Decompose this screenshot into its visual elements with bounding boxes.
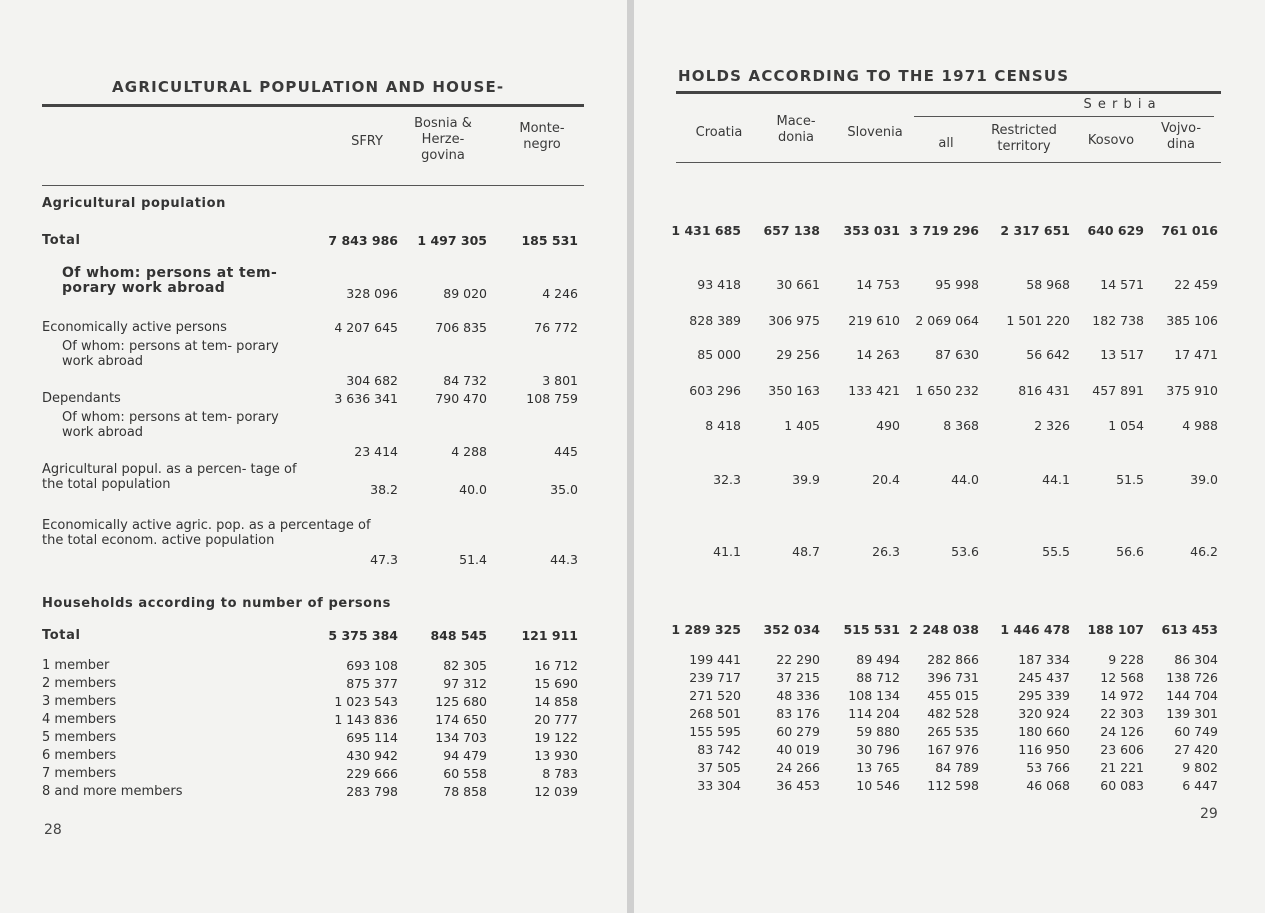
right-row-value: 83 176 xyxy=(776,706,820,721)
right-row-value: 60 279 xyxy=(776,724,820,739)
right-row-value: 144 704 xyxy=(1166,688,1218,703)
right-row-value: 613 453 xyxy=(1161,622,1218,637)
right-row-value: 39.9 xyxy=(792,472,820,487)
col-header-sfry: SFRY xyxy=(351,134,383,149)
left-row-label: Of whom: persons at tem- porary work abroad xyxy=(62,265,278,296)
left-row-label: Economically active persons xyxy=(42,320,227,335)
left-row-value: 82 305 xyxy=(443,658,487,673)
left-row-value: 430 942 xyxy=(346,748,398,763)
right-row-value: 816 431 xyxy=(1018,383,1070,398)
right-row-value: 84 789 xyxy=(935,760,979,775)
col-header-restricted-territory: Restricted territory xyxy=(991,123,1057,154)
page-number-right: 29 xyxy=(1200,806,1218,822)
right-row-value: 40 019 xyxy=(776,742,820,757)
left-page xyxy=(0,0,627,913)
col-header-kosovo: Kosovo xyxy=(1087,133,1135,148)
serbia-group-rule xyxy=(914,116,1214,117)
right-row-value: 268 501 xyxy=(689,706,741,721)
right-row-value: 320 924 xyxy=(1018,706,1070,721)
left-row-value: 695 114 xyxy=(346,730,398,745)
right-row-value: 55.5 xyxy=(1042,544,1070,559)
left-row-value: 790 470 xyxy=(435,391,487,406)
right-row-value: 9 802 xyxy=(1182,760,1218,775)
right-row-value: 59 880 xyxy=(856,724,900,739)
right-row-value: 219 610 xyxy=(848,313,900,328)
left-row-value: 174 650 xyxy=(435,712,487,727)
right-row-value: 33 304 xyxy=(697,778,741,793)
page-number-left: 28 xyxy=(44,822,62,838)
right-row-value: 39.0 xyxy=(1190,472,1218,487)
right-row-value: 10 546 xyxy=(856,778,900,793)
right-row-value: 86 304 xyxy=(1174,652,1218,667)
right-row-value: 295 339 xyxy=(1018,688,1070,703)
left-row-value: 3 636 341 xyxy=(334,391,398,406)
left-row-value: 121 911 xyxy=(521,628,578,643)
right-row-value: 3 719 296 xyxy=(909,223,979,238)
left-row-value: 283 798 xyxy=(346,784,398,799)
left-row-value: 13 930 xyxy=(534,748,578,763)
right-page-title: HOLDS ACCORDING TO THE 1971 CENSUS xyxy=(678,67,1070,85)
right-row-value: 265 535 xyxy=(927,724,979,739)
right-row-value: 22 290 xyxy=(776,652,820,667)
right-row-value: 13 765 xyxy=(856,760,900,775)
right-row-value: 199 441 xyxy=(689,652,741,667)
col-header-serbia-all: all xyxy=(938,136,954,151)
left-row-value: 16 712 xyxy=(534,658,578,673)
left-row-label: Economically active agric. pop. as a percentage of the total econom. active population xyxy=(42,518,371,548)
left-row-value: 134 703 xyxy=(435,730,487,745)
left-row-value: 84 732 xyxy=(443,373,487,388)
col-header-macedonia: Mace- donia xyxy=(776,114,816,145)
left-row-label: Of whom: persons at tem- porary work abroad xyxy=(62,410,279,440)
right-row-value: 2 069 064 xyxy=(915,313,979,328)
right-row-value: 8 418 xyxy=(705,418,741,433)
right-row-value: 56.6 xyxy=(1116,544,1144,559)
right-row-value: 14 263 xyxy=(856,347,900,362)
left-row-label: 2 members xyxy=(42,676,117,691)
left-row-value: 445 xyxy=(554,444,578,459)
right-row-value: 89 494 xyxy=(856,652,900,667)
section-households: Households according to number of persons xyxy=(42,596,391,611)
right-row-value: 58 968 xyxy=(1026,277,1070,292)
right-row-value: 114 204 xyxy=(848,706,900,721)
right-row-value: 761 016 xyxy=(1161,223,1218,238)
left-row-value: 1 497 305 xyxy=(417,233,487,248)
right-row-value: 88 712 xyxy=(856,670,900,685)
left-row-value: 4 246 xyxy=(542,286,578,301)
left-row-label: Agricultural popul. as a percen- tage of the total population xyxy=(42,462,297,492)
right-row-value: 83 742 xyxy=(697,742,741,757)
right-row-value: 490 xyxy=(876,418,900,433)
right-row-value: 2 326 xyxy=(1034,418,1070,433)
right-row-value: 87 630 xyxy=(935,347,979,362)
right-row-value: 6 447 xyxy=(1182,778,1218,793)
right-row-value: 8 368 xyxy=(943,418,979,433)
left-row-value: 848 545 xyxy=(430,628,487,643)
left-row-label: 6 members xyxy=(42,748,117,763)
left-row-label: Total xyxy=(42,628,81,643)
right-row-value: 1 289 325 xyxy=(671,622,741,637)
right-row-value: 1 446 478 xyxy=(1000,622,1070,637)
right-row-value: 657 138 xyxy=(763,223,820,238)
right-row-value: 53.6 xyxy=(951,544,979,559)
right-row-value: 306 975 xyxy=(768,313,820,328)
right-row-value: 44.1 xyxy=(1042,472,1070,487)
right-row-value: 26.3 xyxy=(872,544,900,559)
right-row-value: 12 568 xyxy=(1100,670,1144,685)
right-row-value: 14 972 xyxy=(1100,688,1144,703)
right-row-value: 182 738 xyxy=(1092,313,1144,328)
right-row-value: 138 726 xyxy=(1166,670,1218,685)
right-row-value: 60 083 xyxy=(1100,778,1144,793)
left-row-value: 229 666 xyxy=(346,766,398,781)
left-row-value: 1 023 543 xyxy=(334,694,398,709)
right-row-value: 2 248 038 xyxy=(909,622,979,637)
right-row-value: 46.2 xyxy=(1190,544,1218,559)
right-row-value: 36 453 xyxy=(776,778,820,793)
header-rule xyxy=(42,185,584,186)
left-row-label: 4 members xyxy=(42,712,117,727)
left-row-value: 44.3 xyxy=(550,552,578,567)
book-gutter xyxy=(627,0,634,913)
right-row-value: 457 891 xyxy=(1092,383,1144,398)
left-row-value: 8 783 xyxy=(542,766,578,781)
right-row-value: 1 405 xyxy=(784,418,820,433)
left-row-value: 38.2 xyxy=(370,482,398,497)
serbia-group-header: S e r b i a xyxy=(1083,97,1157,112)
left-row-label: 1 member xyxy=(42,658,110,673)
right-row-value: 60 749 xyxy=(1174,724,1218,739)
right-row-value: 30 661 xyxy=(776,277,820,292)
right-row-value: 139 301 xyxy=(1166,706,1218,721)
header-rule xyxy=(676,162,1221,163)
left-row-label: 7 members xyxy=(42,766,117,781)
left-row-label: Dependants xyxy=(42,391,121,406)
right-row-value: 44.0 xyxy=(951,472,979,487)
right-row-value: 13 517 xyxy=(1100,347,1144,362)
col-header-vojvodina: Vojvo- dina xyxy=(1160,121,1202,152)
right-row-value: 396 731 xyxy=(927,670,979,685)
section-agricultural-population: Agricultural population xyxy=(42,196,226,211)
right-row-value: 455 015 xyxy=(927,688,979,703)
left-row-value: 20 777 xyxy=(534,712,578,727)
right-row-value: 482 528 xyxy=(927,706,979,721)
left-row-value: 7 843 986 xyxy=(328,233,398,248)
right-row-value: 21 221 xyxy=(1100,760,1144,775)
right-row-value: 385 106 xyxy=(1166,313,1218,328)
right-row-value: 22 459 xyxy=(1174,277,1218,292)
col-header-slovenia: Slovenia xyxy=(847,125,903,140)
right-row-value: 17 471 xyxy=(1174,347,1218,362)
right-row-value: 352 034 xyxy=(763,622,820,637)
right-row-value: 116 950 xyxy=(1018,742,1070,757)
right-row-value: 108 134 xyxy=(848,688,900,703)
right-row-value: 32.3 xyxy=(713,472,741,487)
right-row-value: 375 910 xyxy=(1166,383,1218,398)
col-header-montenegro: Monte- negro xyxy=(519,121,565,152)
left-row-label: Total xyxy=(42,233,81,248)
left-row-value: 1 143 836 xyxy=(334,712,398,727)
right-row-value: 1 054 xyxy=(1108,418,1144,433)
left-row-value: 328 096 xyxy=(346,286,398,301)
left-row-value: 125 680 xyxy=(435,694,487,709)
col-header-bosnia: Bosnia & Herze- govina xyxy=(414,116,472,163)
right-row-value: 30 796 xyxy=(856,742,900,757)
right-row-value: 271 520 xyxy=(689,688,741,703)
right-row-value: 51.5 xyxy=(1116,472,1144,487)
right-row-value: 282 866 xyxy=(927,652,979,667)
right-row-value: 239 717 xyxy=(689,670,741,685)
right-row-value: 95 998 xyxy=(935,277,979,292)
right-row-value: 41.1 xyxy=(713,544,741,559)
left-row-label: Of whom: persons at tem- porary work abroad xyxy=(62,339,279,369)
right-row-value: 188 107 xyxy=(1087,622,1144,637)
right-row-value: 24 126 xyxy=(1100,724,1144,739)
left-row-value: 185 531 xyxy=(521,233,578,248)
left-row-label: 5 members xyxy=(42,730,117,745)
right-row-value: 515 531 xyxy=(843,622,900,637)
right-row-value: 9 228 xyxy=(1108,652,1144,667)
right-row-value: 133 421 xyxy=(848,383,900,398)
left-row-value: 76 772 xyxy=(534,320,578,335)
title-rule xyxy=(676,91,1221,94)
left-row-value: 78 858 xyxy=(443,784,487,799)
right-row-value: 353 031 xyxy=(843,223,900,238)
right-page xyxy=(634,0,1265,913)
left-row-value: 35.0 xyxy=(550,482,578,497)
right-row-value: 22 303 xyxy=(1100,706,1144,721)
col-header-croatia: Croatia xyxy=(695,125,743,140)
right-row-value: 4 988 xyxy=(1182,418,1218,433)
right-row-value: 48 336 xyxy=(776,688,820,703)
left-row-label: 8 and more members xyxy=(42,784,183,799)
right-row-value: 640 629 xyxy=(1087,223,1144,238)
right-row-value: 29 256 xyxy=(776,347,820,362)
title-rule xyxy=(42,104,584,107)
right-row-value: 180 660 xyxy=(1018,724,1070,739)
right-row-value: 1 501 220 xyxy=(1006,313,1070,328)
left-row-value: 60 558 xyxy=(443,766,487,781)
left-row-value: 875 377 xyxy=(346,676,398,691)
right-row-value: 37 215 xyxy=(776,670,820,685)
left-row-value: 51.4 xyxy=(459,552,487,567)
right-row-value: 24 266 xyxy=(776,760,820,775)
left-page-title: AGRICULTURAL POPULATION AND HOUSE- xyxy=(112,78,505,96)
left-row-value: 97 312 xyxy=(443,676,487,691)
left-row-value: 4 288 xyxy=(451,444,487,459)
left-row-value: 706 835 xyxy=(435,320,487,335)
left-row-value: 19 122 xyxy=(534,730,578,745)
left-row-value: 108 759 xyxy=(526,391,578,406)
right-row-value: 56 642 xyxy=(1026,347,1070,362)
right-row-value: 1 650 232 xyxy=(915,383,979,398)
right-row-value: 350 163 xyxy=(768,383,820,398)
right-row-value: 112 598 xyxy=(927,778,979,793)
left-row-value: 304 682 xyxy=(346,373,398,388)
right-row-value: 14 753 xyxy=(856,277,900,292)
right-row-value: 53 766 xyxy=(1026,760,1070,775)
right-row-value: 167 976 xyxy=(927,742,979,757)
left-row-label: 3 members xyxy=(42,694,117,709)
left-row-value: 693 108 xyxy=(346,658,398,673)
left-row-value: 4 207 645 xyxy=(334,320,398,335)
left-row-value: 89 020 xyxy=(443,286,487,301)
right-row-value: 85 000 xyxy=(697,347,741,362)
left-row-value: 47.3 xyxy=(370,552,398,567)
right-row-value: 603 296 xyxy=(689,383,741,398)
left-row-value: 94 479 xyxy=(443,748,487,763)
right-row-value: 187 334 xyxy=(1018,652,1070,667)
left-row-value: 3 801 xyxy=(542,373,578,388)
right-row-value: 23 606 xyxy=(1100,742,1144,757)
right-row-value: 2 317 651 xyxy=(1000,223,1070,238)
left-row-value: 14 858 xyxy=(534,694,578,709)
right-row-value: 37 505 xyxy=(697,760,741,775)
right-row-value: 48.7 xyxy=(792,544,820,559)
right-row-value: 20.4 xyxy=(872,472,900,487)
right-row-value: 1 431 685 xyxy=(671,223,741,238)
right-row-value: 828 389 xyxy=(689,313,741,328)
right-row-value: 155 595 xyxy=(689,724,741,739)
left-row-value: 12 039 xyxy=(534,784,578,799)
right-row-value: 245 437 xyxy=(1018,670,1070,685)
right-row-value: 14 571 xyxy=(1100,277,1144,292)
left-row-value: 23 414 xyxy=(354,444,398,459)
left-row-value: 15 690 xyxy=(534,676,578,691)
right-row-value: 46 068 xyxy=(1026,778,1070,793)
right-row-value: 27 420 xyxy=(1174,742,1218,757)
right-row-value: 93 418 xyxy=(697,277,741,292)
left-row-value: 5 375 384 xyxy=(328,628,398,643)
left-row-value: 40.0 xyxy=(459,482,487,497)
